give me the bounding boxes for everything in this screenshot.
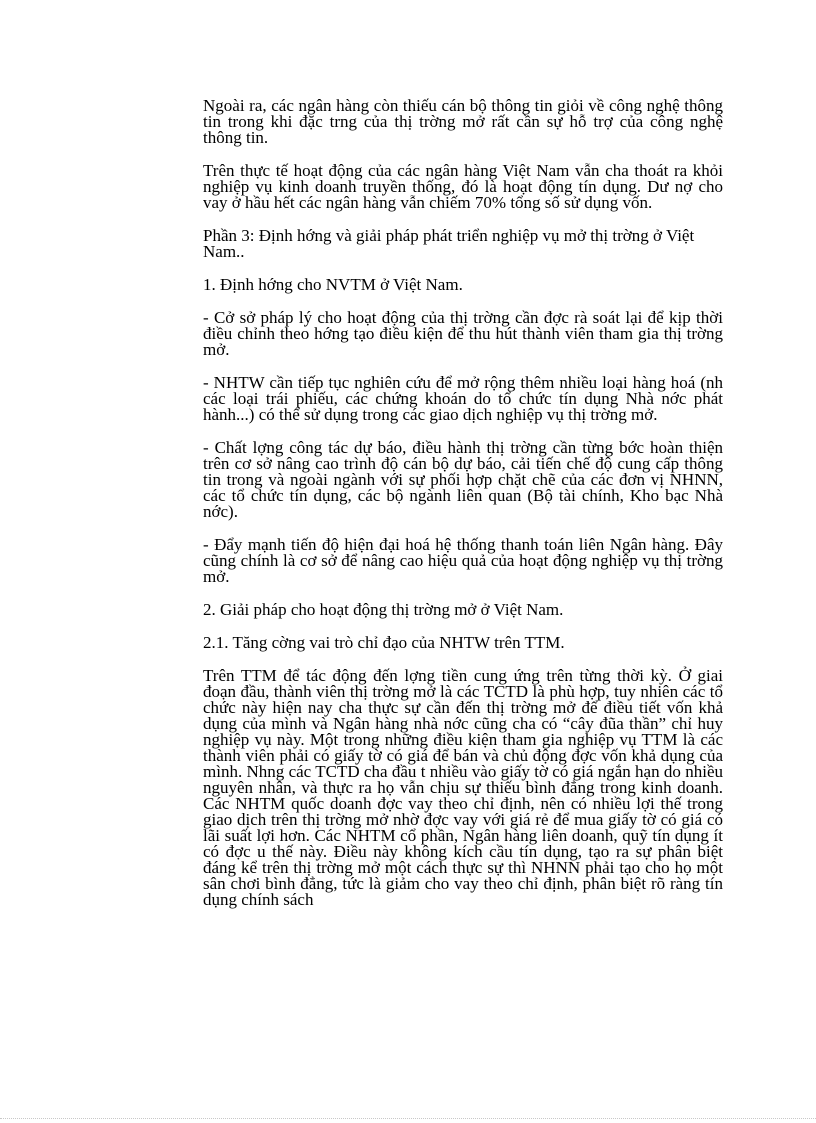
paragraph-credit-activity: Trên thực tế hoạt động của các ngân hàng Việt Nam vẫn cha thoát ra khỏi nghiệp vụ kinh doanh truyền thống, đó là hoạt động tín dụng. Dư nợ cho vay ở hầu hết các ngân hàng vẫn chiếm 70% tổng số sử dụng vốn.	[203, 161, 723, 212]
subsection-heading-2-1: 2.1. Tăng cờng vai trò chỉ đạo của NHTW trên TTM.	[203, 633, 565, 652]
bullet-forecast-quality: - Chất lợng công tác dự báo, điều hành thị trờng cần từng bớc hoàn thiện trên cơ sở nâng cao trình độ cán bộ dự báo, cải tiến chế độ cung cấp thông tin trong và ngoài ngành với sự phối hợp chặt chẽ của các đơn vị NHNN, các tổ chức tín dụng, các bộ ngành liên quan (Bộ tài chính, Kho bạc Nhà nớc).	[203, 438, 723, 521]
section-heading-part-3: Phần 3: Định hớng và giải pháp phát triển nghiệp vụ mở thị trờng ở Việt Nam..	[203, 226, 695, 261]
bullet-payment-modernization: - Đẩy mạnh tiến độ hiện đại hoá hệ thống thanh toán liên Ngân hàng. Đây cũng chính là cơ sở để nâng cao hiệu quả của hoạt động nghiệp vụ thị trờng mở.	[203, 535, 723, 586]
paragraph-it-staff: Ngoài ra, các ngân hàng còn thiếu cán bộ thông tin giỏi về công nghệ thông tin trong khi đặc trng của thị trờng mở rất cần sự hỗ trợ của công nghệ thông tin.	[203, 96, 723, 147]
page-bottom-divider	[0, 1118, 816, 1120]
subsection-heading-2: 2. Giải pháp cho hoạt động thị trờng mở ở Việt Nam.	[203, 600, 564, 619]
paragraph-ttm-analysis: Trên TTM để tác động đến lợng tiền cung ứng trên từng thời kỳ. Ở giai đoạn đầu, thành viên thị trờng mở là các TCTD là phù hợp, tuy nhiên các tổ chức này hiện nay cha thực sự cần đến thị trờng mở để điều tiết vốn khả dụng của mình và Ngân hàng nhà nớc cũng cha có “cây đũa thần” chỉ huy nghiệp vụ này. Một trong những điều kiện tham gia nghiệp vụ TTM là các thành viên phải có giấy tờ có giá để bán và chủ động đợc vốn khả dụng của mình. Nhng các TCTD cha đầu t nhiều vào giấy tờ có giá ngắn hạn do nhiều nguyên nhân, và thực ra họ vẫn chịu sự thiếu bình đẳng trong kinh doanh. Các NHTM quốc doanh đợc vay theo chỉ định, nên có nhiều lợi thế trong giao dịch trên thị trờng mở nhờ đợc vay với giá rẻ để mua giấy tờ có giá có lãi suất lợi hơn. Các NHTM cổ phần, Ngân hàng liên doanh, quỹ tín dụng ít có đợc u thế này. Điều này không kích cầu tín dụng, tạo ra sự phân biệt đáng kể trên thị trờng mở một cách thực sự thì NHNN phải tạo cho họ một sân chơi bình đẳng, tức là giảm cho vay theo chỉ định, phân biệt rõ ràng tín dụng chính sách	[203, 666, 723, 909]
bullet-legal-basis: - Cở sở pháp lý cho hoạt động của thị trờng cần đợc rà soát lại để kịp thời điều chỉnh theo hớng tạo điều kiện để thu hút thành viên tham gia thị trờng mở.	[203, 308, 723, 359]
bullet-expand-goods: - NHTW cần tiếp tục nghiên cứu để mở rộng thêm nhiều loại hàng hoá (nh các loại trái phiếu, các chứng khoán do tổ chức tín dụng Nhà nớc phát hành...) có thể sử dụng trong các giao dịch nghiệp vụ thị trờng mở.	[203, 373, 723, 424]
subsection-heading-1: 1. Định hớng cho NVTM ở Việt Nam.	[203, 275, 463, 294]
document-page	[203, 98, 723, 925]
